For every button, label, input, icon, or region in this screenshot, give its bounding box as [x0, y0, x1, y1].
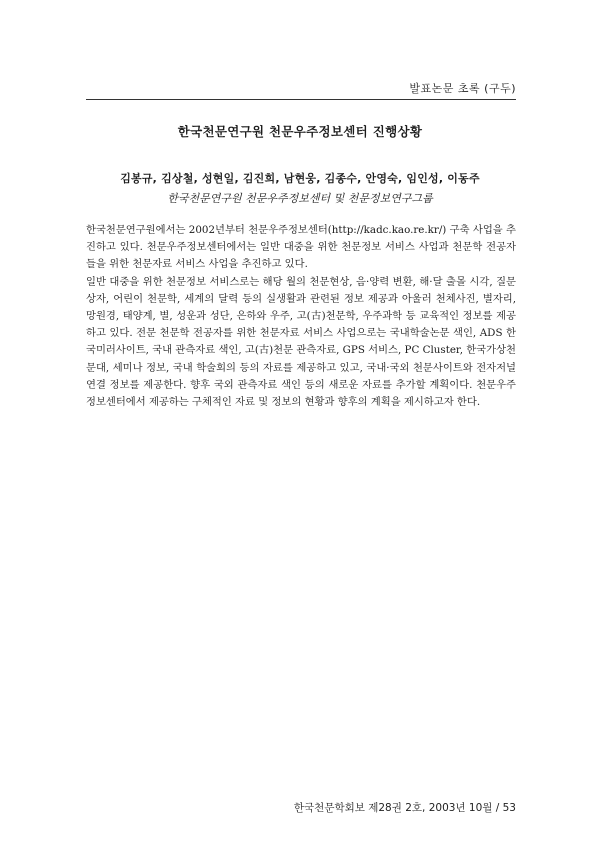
abstract-body [86, 222, 516, 411]
author-affiliation: 한국천문연구원 천문우주정보센터 및 천문정보연구그룹 [167, 192, 433, 205]
header-divider [86, 99, 516, 100]
abstract-paragraph: 한국천문연구원에서는 2002년부터 천문우주정보센터(http://kadc.kao.re.kr/) 구축 사업을 추진하고 있다. 천문우주정보센터에서는 일반 대중을 위한 천문정보 서비스 사업과 천문학 전공자들을 위한 천문자료 서비스 사업을 추진하고 있다. [86, 224, 516, 271]
article-title: 한국천문연구원 천문우주정보센터 진행상황 [177, 124, 423, 139]
page-footer-citation: 한국천문학회보 제28권 2호, 2003년 10월 / 53 [293, 802, 516, 814]
section-label: 발표논문 초록 (구두) [409, 82, 516, 95]
abstract-paragraph: 일반 대중을 위한 천문정보 서비스로는 해당 월의 천문현상, 음·양력 변환, 해·달 출몰 시각, 질문상자, 어린이 천문학, 세계의 달력 등의 실생활과 관련된 정보 제공과 아울러 천체사진, 별자리, 망원경, 태양계, 별, 성운과 성단, 은하와 우주, 고(古)천문학, 우주과학 등 교육적인 정보를 제공하고 있다. 전문 천문학 전공자를 위한 천문자료 서비스 사업으로는 국내학술논문 색인, ADS 한국미러사이트, 국내 관측자료 색인, 고(古)천문 관측자료, GPS 서비스, PC Cluster, 한국가상천문대, 세미나 정보, 국내 학술회의 등의 자료를 제공하고 있고, 국내·국외 천문사이트와 전자저널 연결 정보를 제공한다. 향후 국외 관측자료 색인 등의 새로운 자료를 추가할 계획이다. 천문우주정보센터에서 제공하는 구체적인 자료 및 정보의 현황과 향후의 계획을 제시하고자 한다. [86, 275, 517, 409]
author-list: 김봉규, 김상철, 성현일, 김진희, 남현웅, 김종수, 안영숙, 임인성, 이동주 [120, 172, 480, 185]
